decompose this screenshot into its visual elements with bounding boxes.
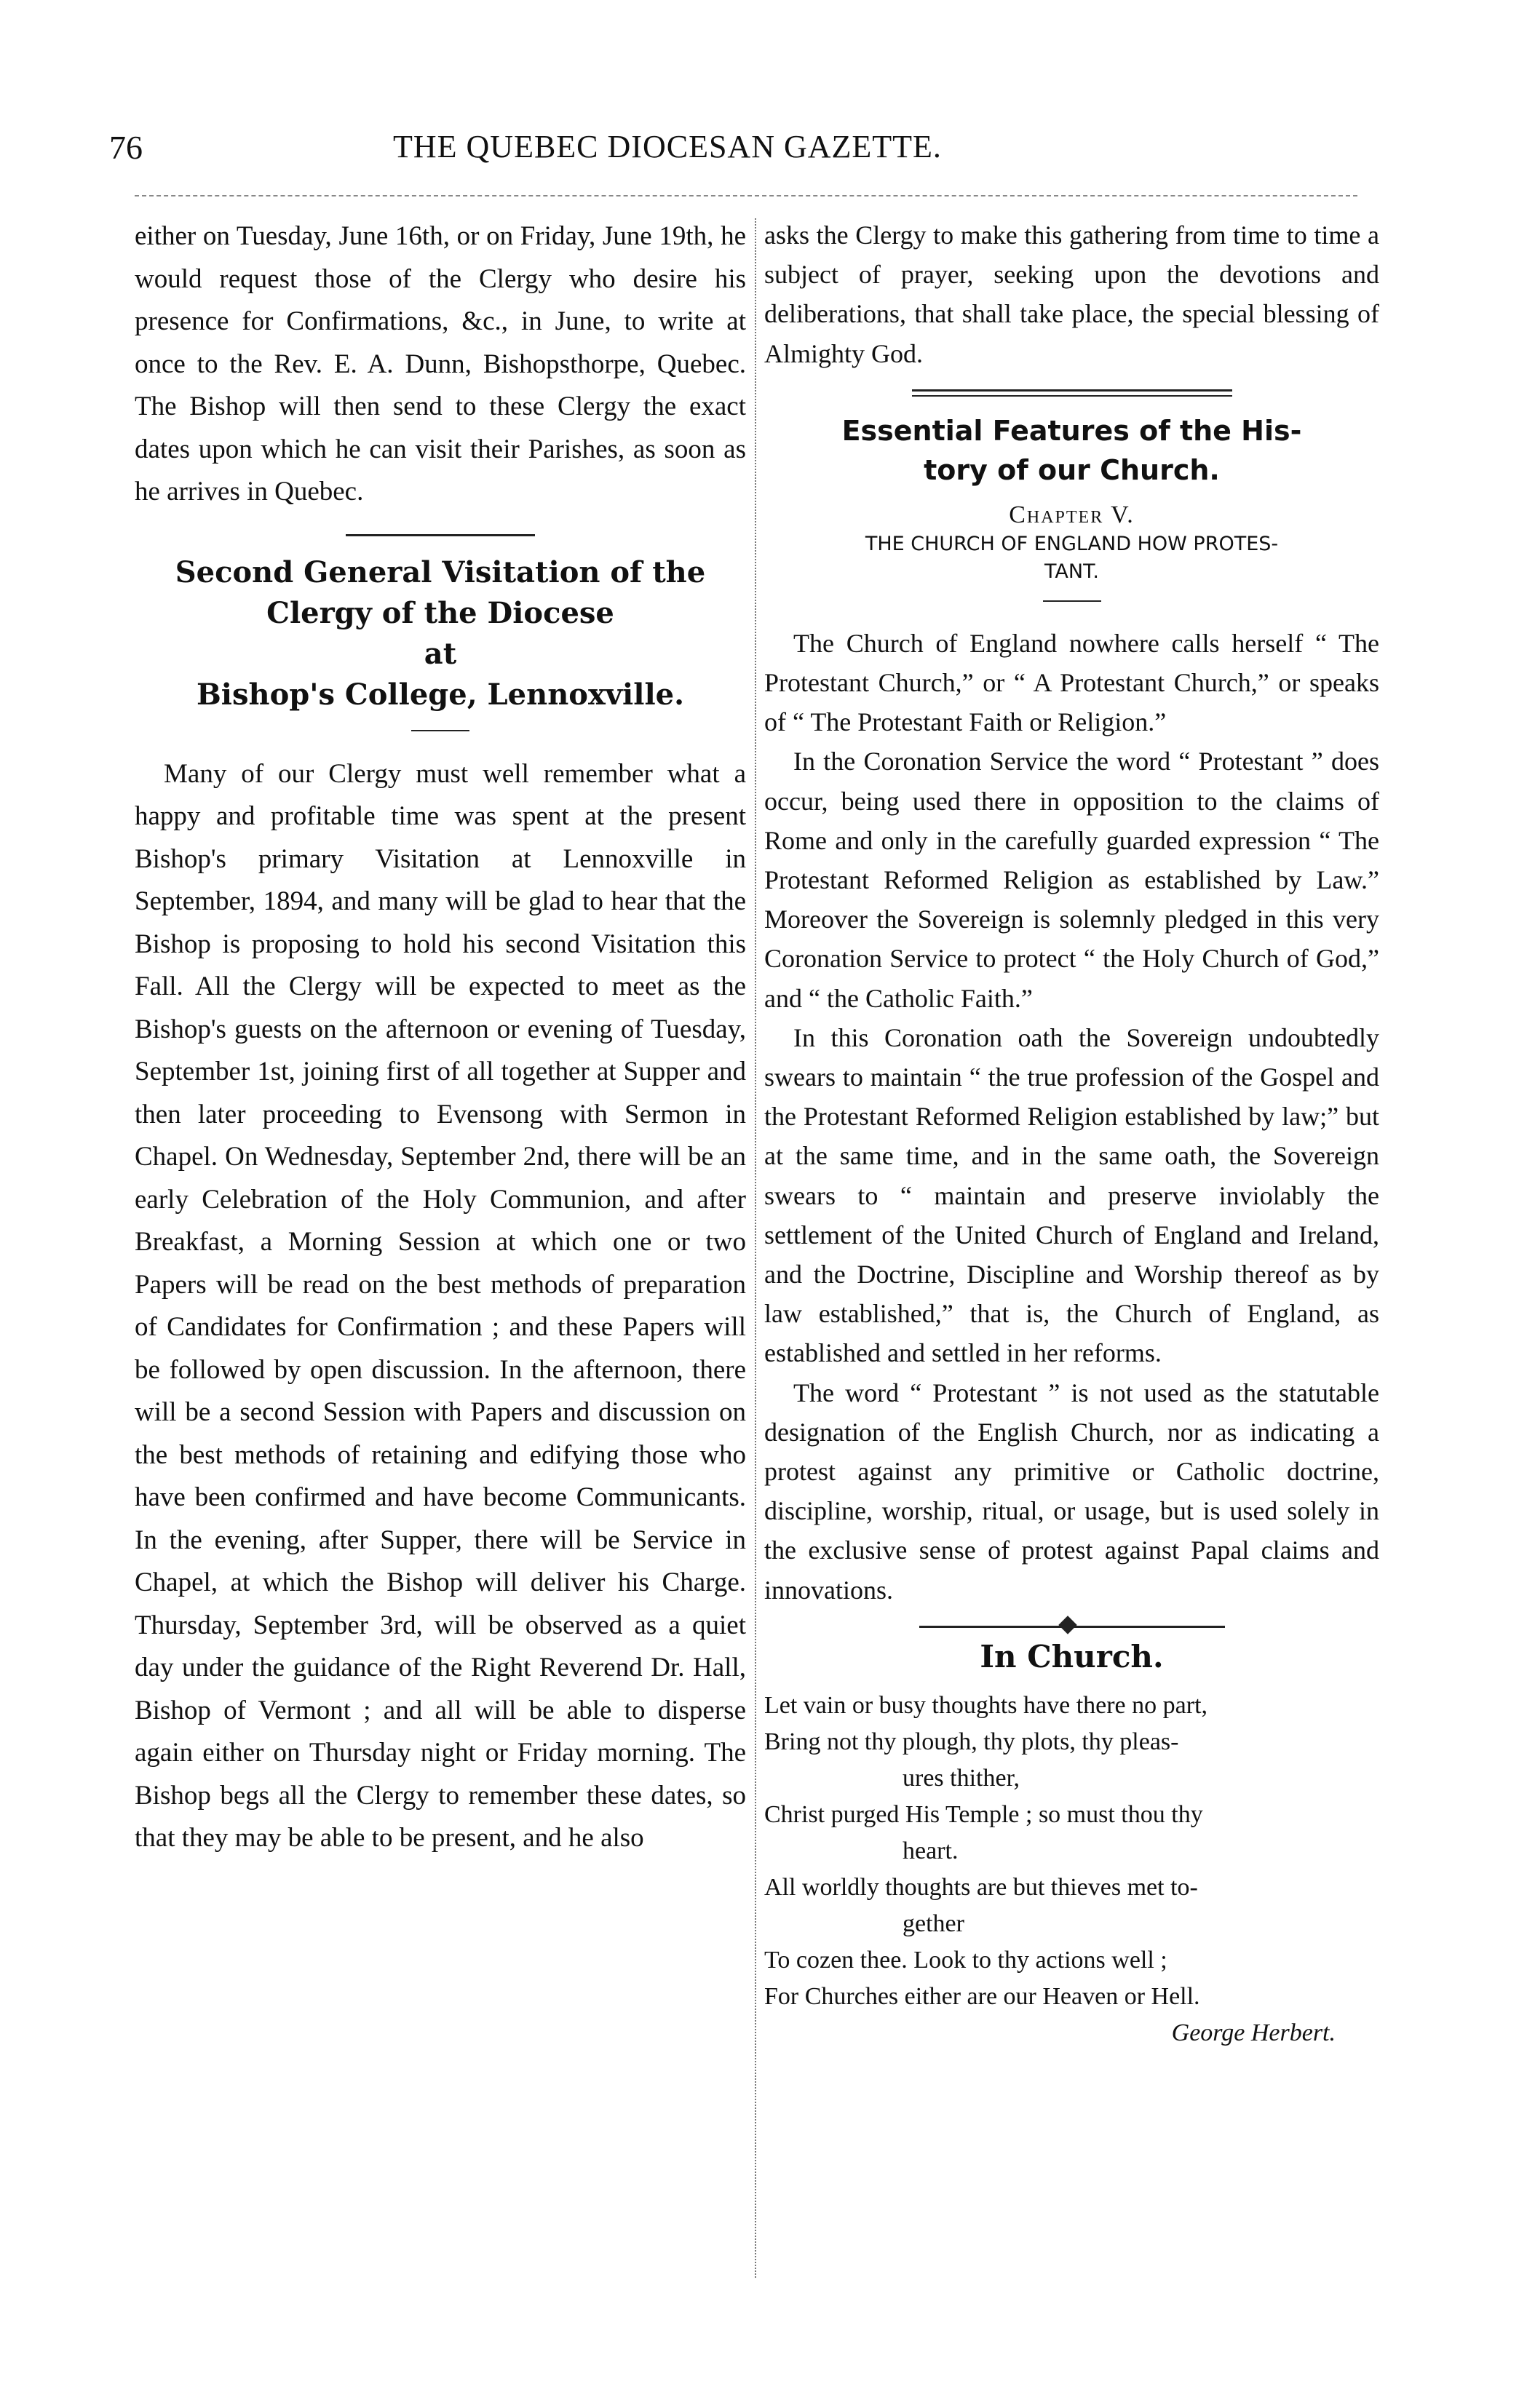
history-paragraph-2: In the Coronation Service the word “ Protestant ” does occur, being used there in opposition to the claims of Rome and only in the carefully guarded expression “ The Protestant Reformed Religion as established by Law.” Moreover the Sovereign is solemnly pledged in this very Coronation Service to protect “ the Holy Church of God,” and “ the Catholic Faith.” <box>764 747 1379 1013</box>
column-divider <box>755 218 756 2278</box>
history-paragraph-1: The Church of England nowhere calls herself “ The Protestant Church,” or “ A Protestant Church,” or speaks of “ The Protestant Faith or Religion.” <box>764 628 1379 737</box>
ornament-divider <box>919 1624 1225 1629</box>
history-heading-line-2: tory of our Church. <box>924 453 1220 486</box>
header-rule <box>135 195 1357 196</box>
poem-title: In Church. <box>980 1638 1164 1674</box>
page-number: 76 <box>109 129 143 166</box>
chapter-subtitle <box>764 531 1379 586</box>
section-divider <box>912 389 1232 397</box>
chapter-rule <box>1043 600 1101 602</box>
history-heading <box>764 411 1379 490</box>
history-paragraph-3: In this Coronation oath the Sovereign undoubtedly swears to maintain “ the true profession of the Gospel and the Protestant Reformed Religion established by law;” but at the same time, and in the same oath, the Sovereign swears to “ maintain and preserve inviolably the settlement of the United Church of England and Ireland, and the Doctrine, Discipline and Worship thereof as by law established,” that is, the Church of England, as established and settled in her reforms. <box>764 1022 1379 1368</box>
visitation-heading-line-1: Second General Visitation of the <box>175 555 706 589</box>
poem-line-2-continued: ures thither, <box>903 1764 1020 1792</box>
poem-line-3-continued: heart. <box>903 1837 959 1864</box>
chapter-subtitle-line-1: THE CHURCH OF ENGLAND HOW PROTES- <box>865 532 1279 555</box>
visitation-paragraph: Many of our Clergy must well remember what a happy and profitable time was spent at the present Bishop's primary Visitation at Lennoxville in September, 1894, and many will be glad to hear that the Bishop is proposing to hold his second Visitation this Fall. All the Clergy will be expected to meet as the Bishop's guests on the afternoon or evening of Tuesday, September 1st, joining first of all together at Supper and then later proceeding to Evensong with Sermon in Chapel. On Wednesday, September 2nd, there will be an early Celebration of the Holy Communion, and after Breakfast, a Morning Session at which one or two Papers will be read on the best methods of preparation of Candidates for Confirmation ; and these Papers will be followed by open discussion. In the afternoon, there will be a second Session with Papers and discussion on the best methods of retaining and edifying those who have been confirmed and have become Communicants. In the evening, after Supper, there will be Service in Chapel, at which the Bishop will deliver his Charge. Thursday, September 3rd, will be observed as a quiet day under the guidance of the Right Reverend Dr. Hall, Bishop of Vermont ; and all will be able to disperse again either on Thursday night or Friday morning. The Bishop begs all the Clergy to remember these dates, so that they may be able to be present, and he also <box>135 758 746 1853</box>
poem-line-3: Christ purged His Temple ; so must thou thy <box>764 1800 1203 1828</box>
visitation-heading-line-4: Bishop's College, Lennoxville. <box>196 677 685 712</box>
page-header <box>109 128 1019 172</box>
diamond-ornament-icon <box>1058 1616 1076 1634</box>
visitation-heading-line-3: at <box>424 636 457 671</box>
heading-rule <box>411 730 469 731</box>
poem-line-5: To cozen thee. Look to thy actions well ; <box>764 1946 1167 1974</box>
chapter-subtitle-line-2: TANT. <box>1044 560 1099 583</box>
right-column <box>764 215 1379 2047</box>
running-title: THE QUEBEC DIOCESAN GAZETTE. <box>393 129 942 164</box>
history-paragraph-4: The word “ Protestant ” is not used as the statutable designation of the English Church, nor as indicating a protest against any primitive or Catholic doctrine, discipline, worship, ritual, or usage, but is used solely in the exclusive sense of protest against Papal claims and innovations. <box>764 1378 1379 1605</box>
poem-line-4-continued: gether <box>903 1910 964 1937</box>
history-heading-line-1: Essential Features of the His- <box>841 414 1302 447</box>
poem-attribution: George Herbert. <box>1171 2019 1336 2046</box>
poem-line-4: All worldly thoughts are but thieves met to- <box>764 1873 1198 1901</box>
visitation-heading-line-2: Clergy of the Diocese <box>266 595 614 630</box>
poem-line-1: Let vain or busy thoughts have there no part, <box>764 1691 1208 1719</box>
poem-line-6: For Churches either are our Heaven or Hell. <box>764 1982 1200 2010</box>
left-column <box>135 215 746 1860</box>
poem <box>764 1688 1379 2047</box>
poem-line-2: Bring not thy plough, thy plots, thy pleas- <box>764 1728 1179 1755</box>
chapter-label: Chapter V. <box>1009 501 1135 528</box>
article-continuation-paragraph: either on Tuesday, June 16th, or on Friday, June 19th, he would request those of the Clergy who desire his presence for Confirmations, &c., in June, to write at once to the Rev. E. A. Dunn, Bishopsthorpe, Quebec. The Bishop will then send to these Clergy the exact dates upon which he can visit their Parishes, as soon as he arrives in Quebec. <box>135 221 746 506</box>
section-divider <box>346 534 535 536</box>
visitation-heading <box>135 552 746 715</box>
visitation-continuation-paragraph: asks the Clergy to make this gathering from time to time a subject of prayer, seeking upon the devotions and deliberations, that shall take place, the special blessing of Almighty God. <box>764 220 1379 368</box>
